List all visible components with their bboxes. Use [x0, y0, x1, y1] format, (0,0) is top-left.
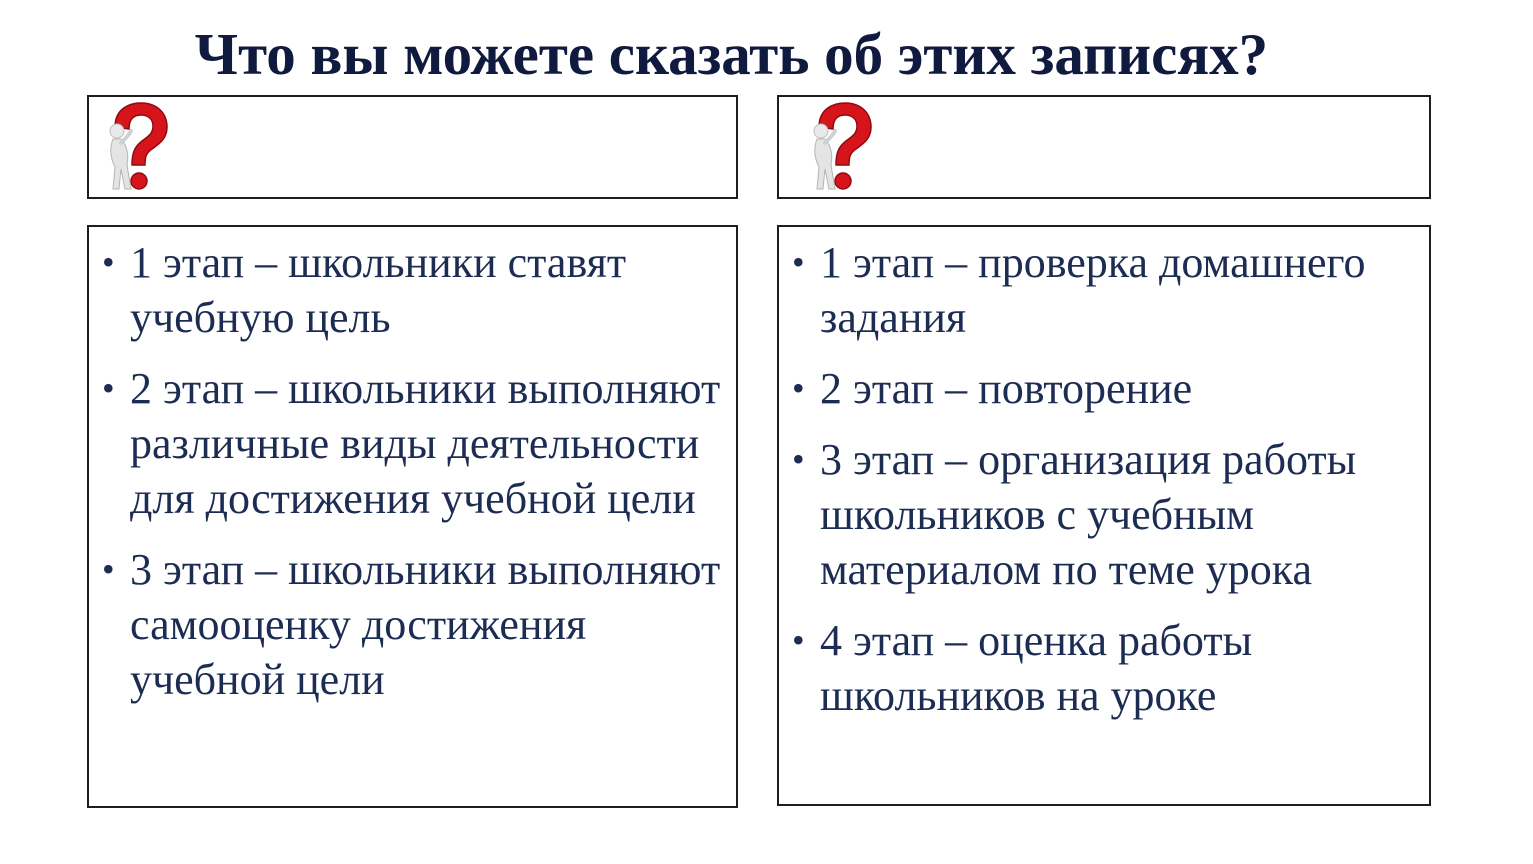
right-stages-box	[777, 225, 1431, 806]
bullet: •	[792, 439, 805, 479]
stage-text: 3 этап – школьники выполняют самооценку достижения учебной цели	[130, 545, 721, 704]
bullet: •	[792, 620, 805, 660]
stage-text: 4 этап – оценка работы школьников на уроке	[820, 616, 1253, 720]
bullet: •	[792, 242, 805, 282]
list-item	[89, 235, 736, 345]
stage-text: 3 этап – организация работы школьников с учебным материалом по теме урока	[820, 435, 1357, 594]
question-mark-figure-icon	[809, 101, 873, 195]
left-stages-list	[89, 235, 736, 723]
bullet: •	[792, 368, 805, 408]
stage-text: 1 этап – школьники ставят учебную цель	[130, 238, 627, 342]
list-item	[779, 432, 1429, 597]
stage-text: 1 этап – проверка домашнего задания	[820, 238, 1366, 342]
stage-text: 2 этап – повторение	[820, 364, 1193, 413]
list-item	[89, 542, 736, 707]
list-item	[779, 235, 1429, 345]
bullet: •	[102, 242, 115, 282]
bullet: •	[102, 368, 115, 408]
stage-text: 2 этап – школьники выполняют различные виды деятельности для достижения учебной цели	[130, 364, 721, 523]
list-item	[779, 613, 1429, 723]
right-stages-list	[779, 235, 1429, 739]
slide-title: Что вы можете сказать об этих записях?	[194, 21, 1269, 87]
question-mark-figure-icon	[105, 101, 169, 195]
right-header-box	[777, 95, 1431, 199]
list-item	[779, 361, 1429, 416]
left-stages-box	[87, 225, 738, 808]
bullet: •	[102, 549, 115, 589]
list-item	[89, 361, 736, 526]
left-header-box	[87, 95, 738, 199]
